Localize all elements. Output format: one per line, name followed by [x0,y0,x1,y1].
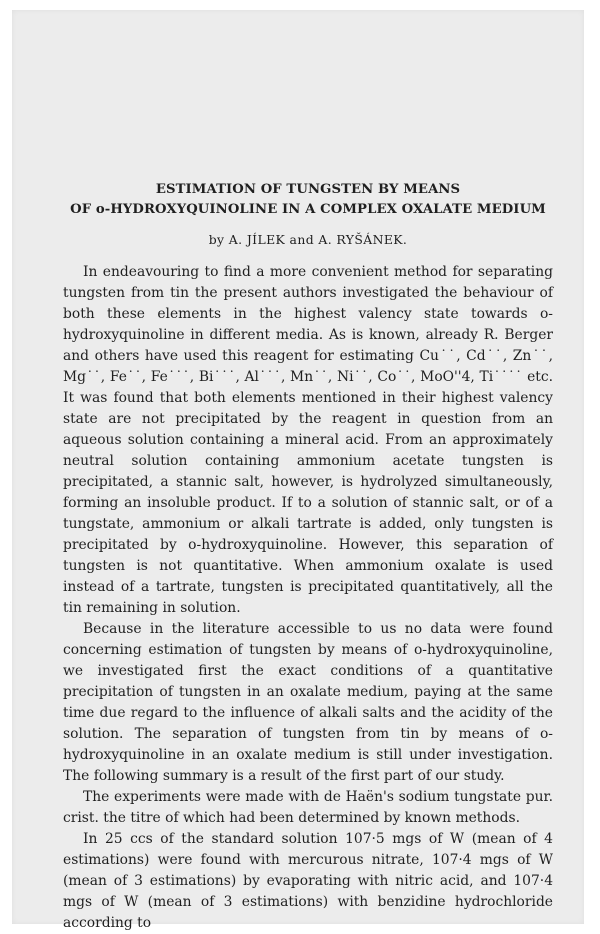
paragraph-2: Because in the literature accessible to us no data were found concerning estimation of tungsten by means of o-hydroxyquinoline, we investigated first the exact conditions of a quantitative precipitation of tungsten in an oxalate medium, paying at the same time due regard to the influence of alkali salts and the acidity of the solution. The separation of tungsten from tin by means of o-hydroxyquinoline in an oxalate medium is still under investigation. The following summary is a result of the first part of our study. [63,621,553,784]
title-line-2: OF o-HYDROXYQUINOLINE IN A COMPLEX OXALATE MEDIUM [70,202,546,217]
scanned-page [12,10,584,931]
paragraph-1: In endeavouring to find a more convenient method for separating tungsten from tin the present authors investigated the behaviour of both these elements in the highest valency state towards o-hydroxyquinoline in different media. As is known, already R. Berger and others have used this reagent for estimating Cu˙˙, Cd˙˙, Zn˙˙, Mg˙˙, Fe˙˙, Fe˙˙˙, Bi˙˙˙, Al˙˙˙, Mn˙˙, Ni˙˙, Co˙˙, MoO''4, Ti˙˙˙˙ etc. It was found that both elements mentioned in their highest valency state are not precipitated by the reagent in question from an aqueous solution containing a mineral acid. From an approximately neutral solution containing ammonium acetate tungsten is precipitated, a stannic salt, however, is hydrolyzed simultaneously, forming an insoluble product. If to a solution of stannic salt, or of a tungstate, ammonium or alkali tartrate is added, only tungsten is precipitated by o-hydroxyquinoline. However, this separation of tungsten is not quantitative. When ammonium oxalate is used instead of a tartrate, tungsten is precipitated quantitatively, all the tin remaining in solution. [63,264,553,616]
paragraph-3: The experiments were made with de Haën's sodium tungstate pur. crist. the titre of which had been determined by known methods. [63,789,553,826]
article-title [63,180,553,220]
article [63,180,553,934]
paragraph-4: In 25 ccs of the standard solution 107·5 mgs of W (mean of 4 estimations) were found with mercurous nitrate, 107·4 mgs of W (mean of 3 estimations) by evaporating with nitric acid, and 107·4 mgs of W (mean of 3 estimations) with benzidine hydrochloride according to [63,831,553,931]
authors-byline: by A. JÍLEK and A. RYŠÁNEK. [208,232,408,247]
title-line-1: ESTIMATION OF TUNGSTEN BY MEANS [155,182,461,197]
